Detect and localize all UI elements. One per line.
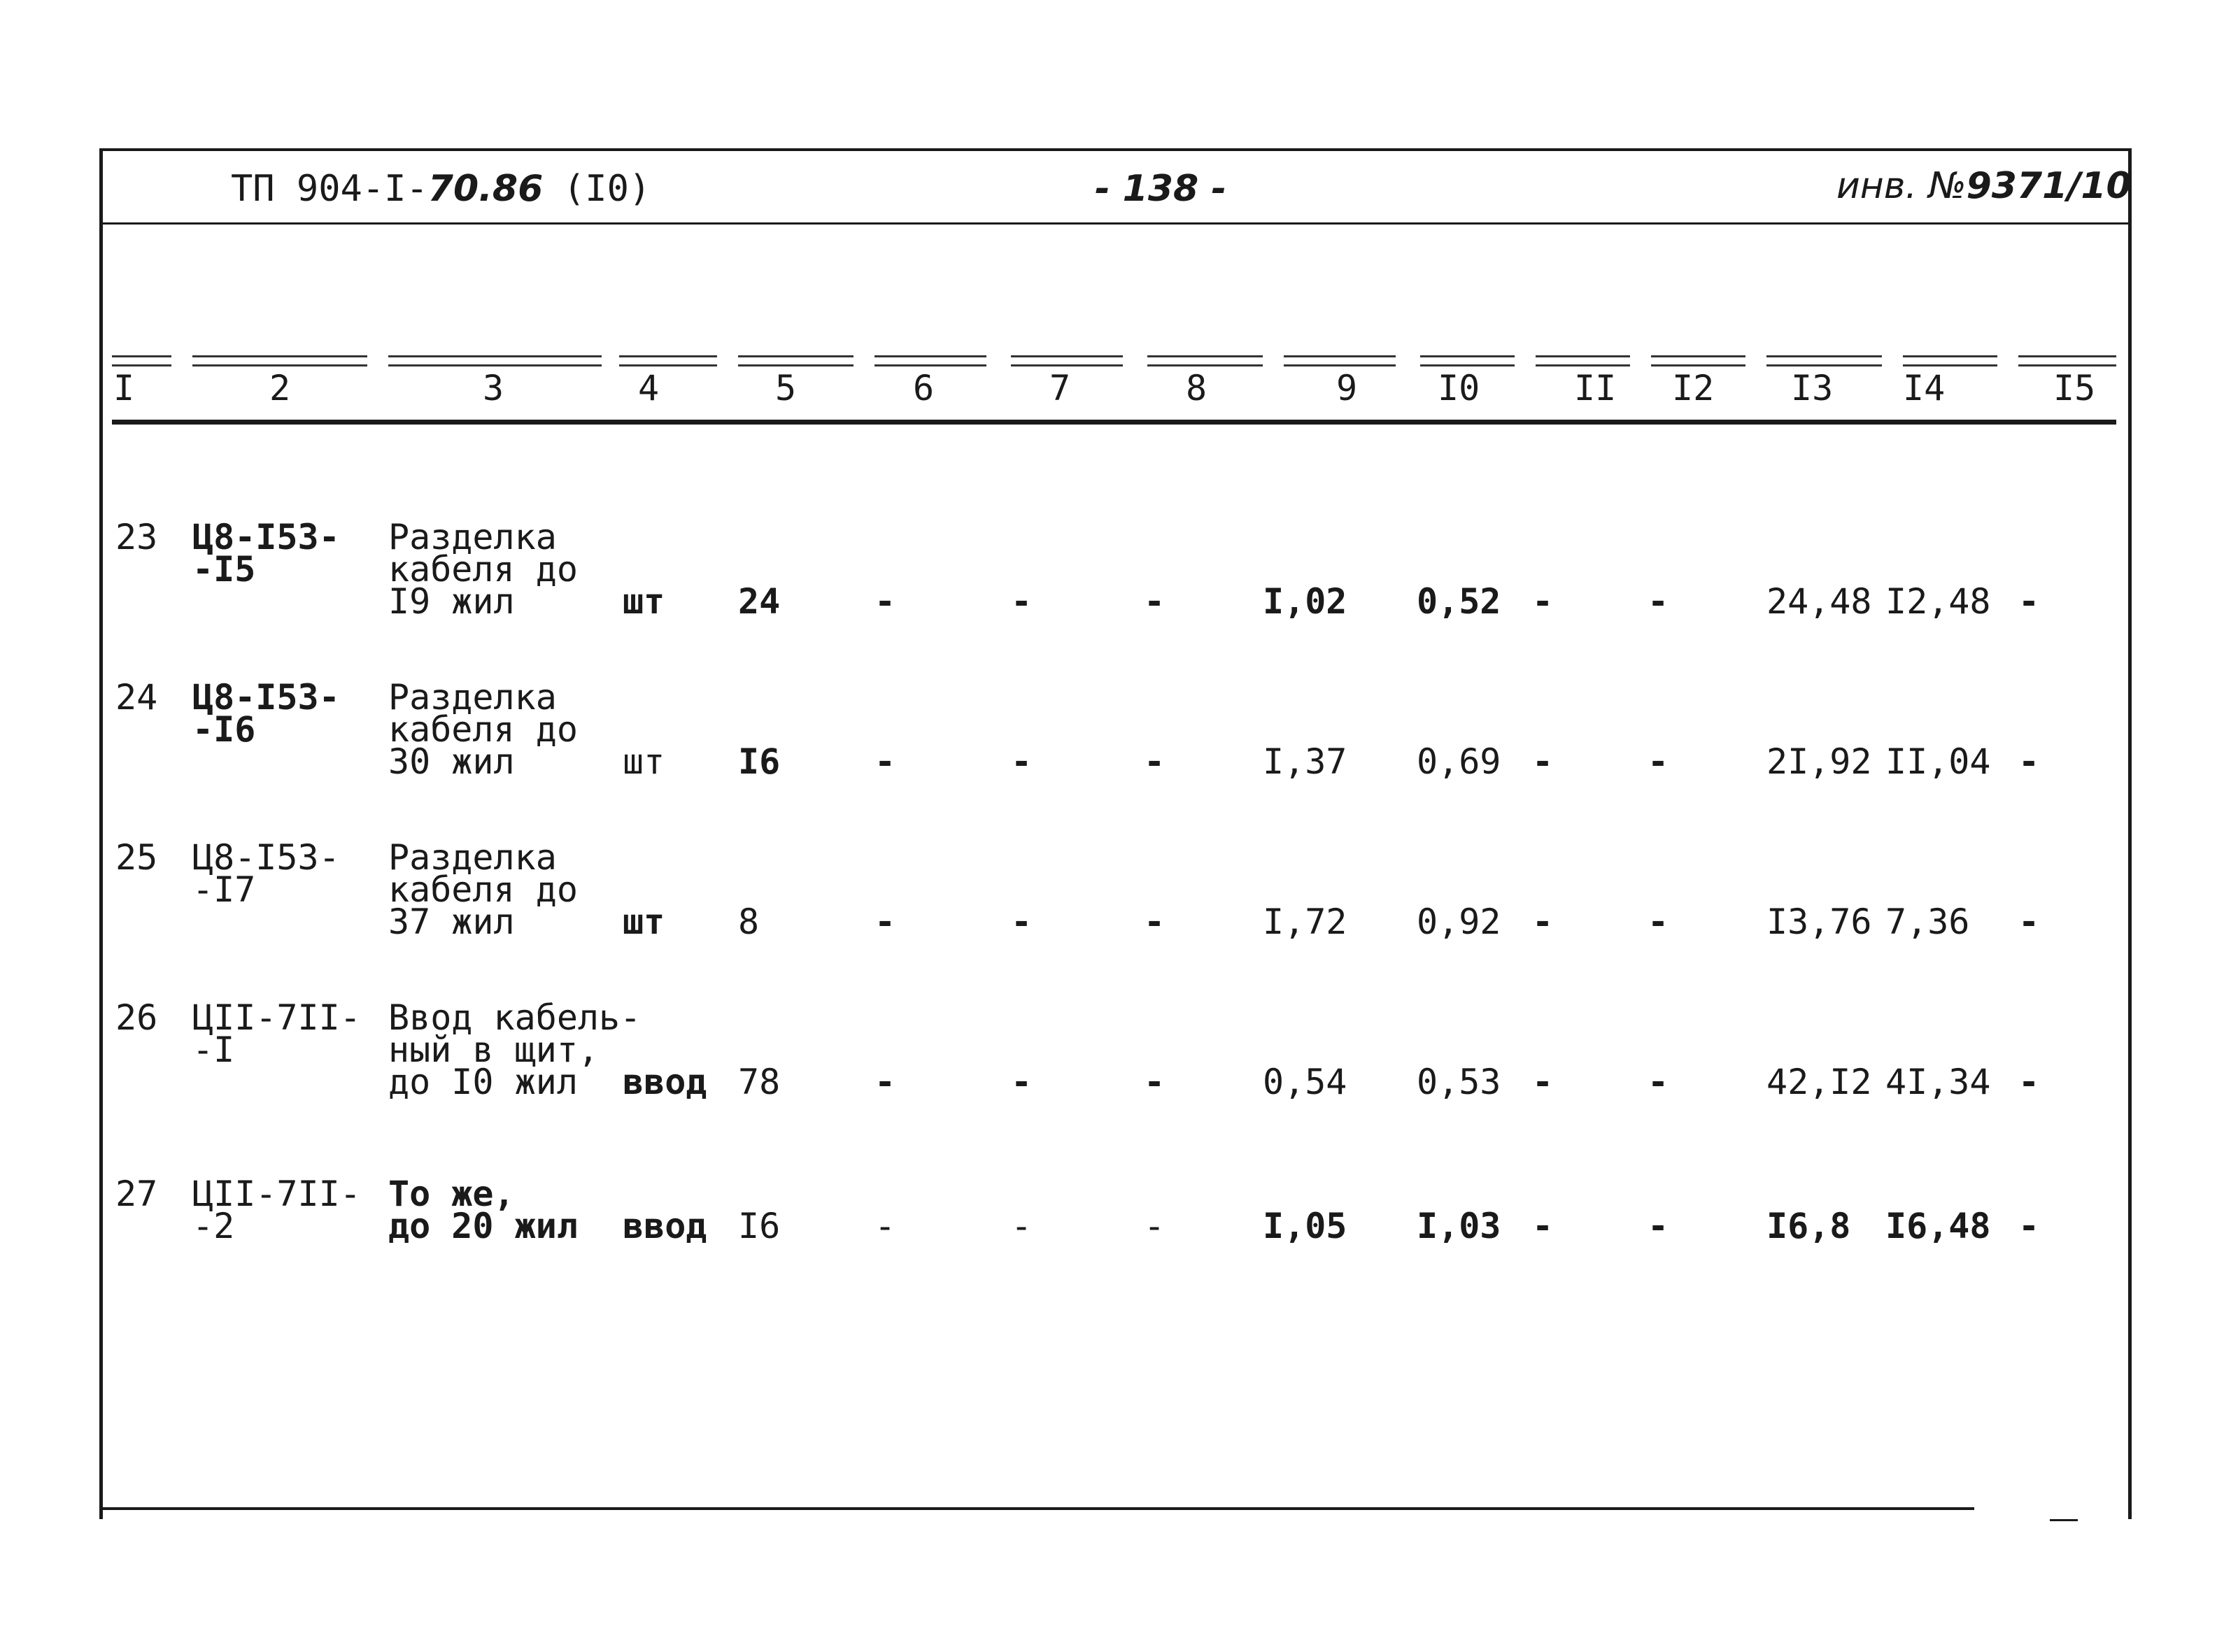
sheet-number: (I0) bbox=[563, 168, 651, 210]
row-col9: I,05 bbox=[1263, 1206, 1347, 1246]
row-number: 25 bbox=[115, 837, 158, 878]
row-col6: - bbox=[874, 581, 896, 622]
col-rule bbox=[1147, 355, 1263, 366]
row-col15: - bbox=[2018, 581, 2040, 622]
col-header-6: 6 bbox=[913, 368, 935, 408]
col-rule bbox=[388, 355, 602, 366]
col-rule bbox=[1011, 355, 1123, 366]
row-col11: - bbox=[1532, 1062, 1554, 1102]
row-col12: - bbox=[1648, 581, 1669, 622]
column-header-rule bbox=[112, 420, 2116, 425]
row-code: Ц8-I53- -I5 bbox=[192, 517, 340, 590]
col-rule bbox=[738, 355, 854, 366]
col-rule bbox=[1284, 355, 1396, 366]
row-code: Ц8-I53- -I6 bbox=[192, 677, 340, 750]
page-frame bbox=[99, 148, 2132, 1519]
col-header-9: 9 bbox=[1336, 368, 1358, 408]
row-col7: - bbox=[1011, 1206, 1033, 1246]
row-description: Разделка кабеля до 37 жил bbox=[388, 837, 578, 942]
col-header-11: II bbox=[1574, 368, 1617, 408]
col-header-5: 5 bbox=[775, 368, 797, 408]
row-col14: II,04 bbox=[1885, 741, 1991, 782]
row-description: Разделка кабеля до 30 жил bbox=[388, 677, 578, 782]
col-header-3: 3 bbox=[483, 368, 504, 408]
doc-code-number: 70.86 bbox=[427, 168, 544, 210]
doc-code-prefix: ТП 904-I- bbox=[231, 168, 428, 210]
row-description: Разделка кабеля до I9 жил bbox=[388, 517, 578, 622]
row-code: ЦII-7II- -I bbox=[192, 997, 361, 1070]
row-col8: - bbox=[1144, 581, 1166, 622]
bottom-rule bbox=[99, 1507, 1974, 1510]
col-header-15: I5 bbox=[2053, 368, 2096, 408]
col-rule bbox=[112, 355, 171, 366]
row-qty: I6 bbox=[738, 741, 781, 782]
col-header-13: I3 bbox=[1791, 368, 1834, 408]
row-col11: - bbox=[1532, 1206, 1554, 1246]
row-code: Ц8-I53- -I7 bbox=[192, 837, 340, 910]
row-col13: I6,8 bbox=[1766, 1206, 1851, 1246]
row-col10: 0,52 bbox=[1417, 581, 1501, 622]
col-header-2: 2 bbox=[269, 368, 291, 408]
row-col8: - bbox=[1144, 1206, 1166, 1246]
col-rule bbox=[1536, 355, 1630, 366]
inventory-label: инв. № bbox=[1836, 165, 1967, 207]
row-col14: 7,36 bbox=[1885, 902, 1970, 942]
row-col7: - bbox=[1011, 1062, 1033, 1102]
col-rule bbox=[1903, 355, 1997, 366]
col-header-14: I4 bbox=[1903, 368, 1946, 408]
row-col6: - bbox=[874, 741, 896, 782]
col-rule bbox=[2018, 355, 2116, 366]
row-col12: - bbox=[1648, 741, 1669, 782]
row-col14: 4I,34 bbox=[1885, 1062, 1991, 1102]
row-col15: - bbox=[2018, 1206, 2040, 1246]
row-col6: - bbox=[874, 1062, 896, 1102]
row-col10: 0,53 bbox=[1417, 1062, 1501, 1102]
row-col13: 2I,92 bbox=[1766, 741, 1872, 782]
col-rule bbox=[619, 355, 717, 366]
row-col14: I2,48 bbox=[1885, 581, 1991, 622]
row-col6: - bbox=[874, 1206, 896, 1246]
row-col13: I3,76 bbox=[1766, 902, 1872, 942]
row-col10: I,03 bbox=[1417, 1206, 1501, 1246]
row-col10: 0,69 bbox=[1417, 741, 1501, 782]
row-col12: - bbox=[1648, 1206, 1669, 1246]
row-unit: шт bbox=[623, 741, 665, 782]
row-col15: - bbox=[2018, 741, 2040, 782]
row-qty: 78 bbox=[738, 1062, 781, 1102]
row-number: 26 bbox=[115, 997, 158, 1038]
row-number: 24 bbox=[115, 677, 158, 718]
col-header-12: I2 bbox=[1672, 368, 1715, 408]
col-rule bbox=[1420, 355, 1515, 366]
row-col9: I,37 bbox=[1263, 741, 1347, 782]
col-header-7: 7 bbox=[1049, 368, 1071, 408]
row-col9: I,72 bbox=[1263, 902, 1347, 942]
row-col7: - bbox=[1011, 902, 1033, 942]
top-rule bbox=[99, 148, 2128, 151]
row-qty: 24 bbox=[738, 581, 781, 622]
col-rule bbox=[192, 355, 367, 366]
row-col7: - bbox=[1011, 581, 1033, 622]
row-qty: I6 bbox=[738, 1206, 781, 1246]
header-rule bbox=[99, 222, 2128, 225]
row-col6: - bbox=[874, 902, 896, 942]
row-col10: 0,92 bbox=[1417, 902, 1501, 942]
row-unit: шт bbox=[623, 581, 665, 622]
row-unit: ввод bbox=[623, 1206, 707, 1246]
inventory-number: 9371/10 bbox=[1966, 165, 2132, 207]
row-col14: I6,48 bbox=[1885, 1206, 1991, 1246]
row-col8: - bbox=[1144, 902, 1166, 942]
doc-code bbox=[231, 168, 543, 210]
row-unit: ввод bbox=[623, 1062, 707, 1102]
row-unit: шт bbox=[623, 902, 665, 942]
row-col15: - bbox=[2018, 902, 2040, 942]
inventory-stamp bbox=[1836, 165, 2132, 207]
row-col11: - bbox=[1532, 741, 1554, 782]
row-number: 27 bbox=[115, 1174, 158, 1214]
row-qty: 8 bbox=[738, 902, 760, 942]
col-rule bbox=[1766, 355, 1882, 366]
col-header-1: I bbox=[113, 368, 135, 408]
col-rule bbox=[874, 355, 986, 366]
row-number: 23 bbox=[115, 517, 158, 557]
row-col7: - bbox=[1011, 741, 1033, 782]
col-header-10: I0 bbox=[1438, 368, 1480, 408]
row-col9: I,02 bbox=[1263, 581, 1347, 622]
col-rule bbox=[1651, 355, 1745, 366]
page-number: - 138 - bbox=[1095, 168, 1226, 210]
bottom-rule-tail bbox=[2050, 1519, 2078, 1521]
row-col13: 42,I2 bbox=[1766, 1062, 1872, 1102]
row-col11: - bbox=[1532, 581, 1554, 622]
col-header-4: 4 bbox=[638, 368, 660, 408]
row-col8: - bbox=[1144, 1062, 1166, 1102]
row-col12: - bbox=[1648, 902, 1669, 942]
row-description: Ввод кабель- ный в щит, до I0 жил bbox=[388, 997, 642, 1102]
col-header-8: 8 bbox=[1186, 368, 1207, 408]
row-col15: - bbox=[2018, 1062, 2040, 1102]
row-col9: 0,54 bbox=[1263, 1062, 1347, 1102]
row-description: То же, до 20 жил bbox=[388, 1174, 578, 1246]
row-col11: - bbox=[1532, 902, 1554, 942]
row-code: ЦII-7II- -2 bbox=[192, 1174, 361, 1246]
row-col12: - bbox=[1648, 1062, 1669, 1102]
row-col13: 24,48 bbox=[1766, 581, 1872, 622]
row-col8: - bbox=[1144, 741, 1166, 782]
